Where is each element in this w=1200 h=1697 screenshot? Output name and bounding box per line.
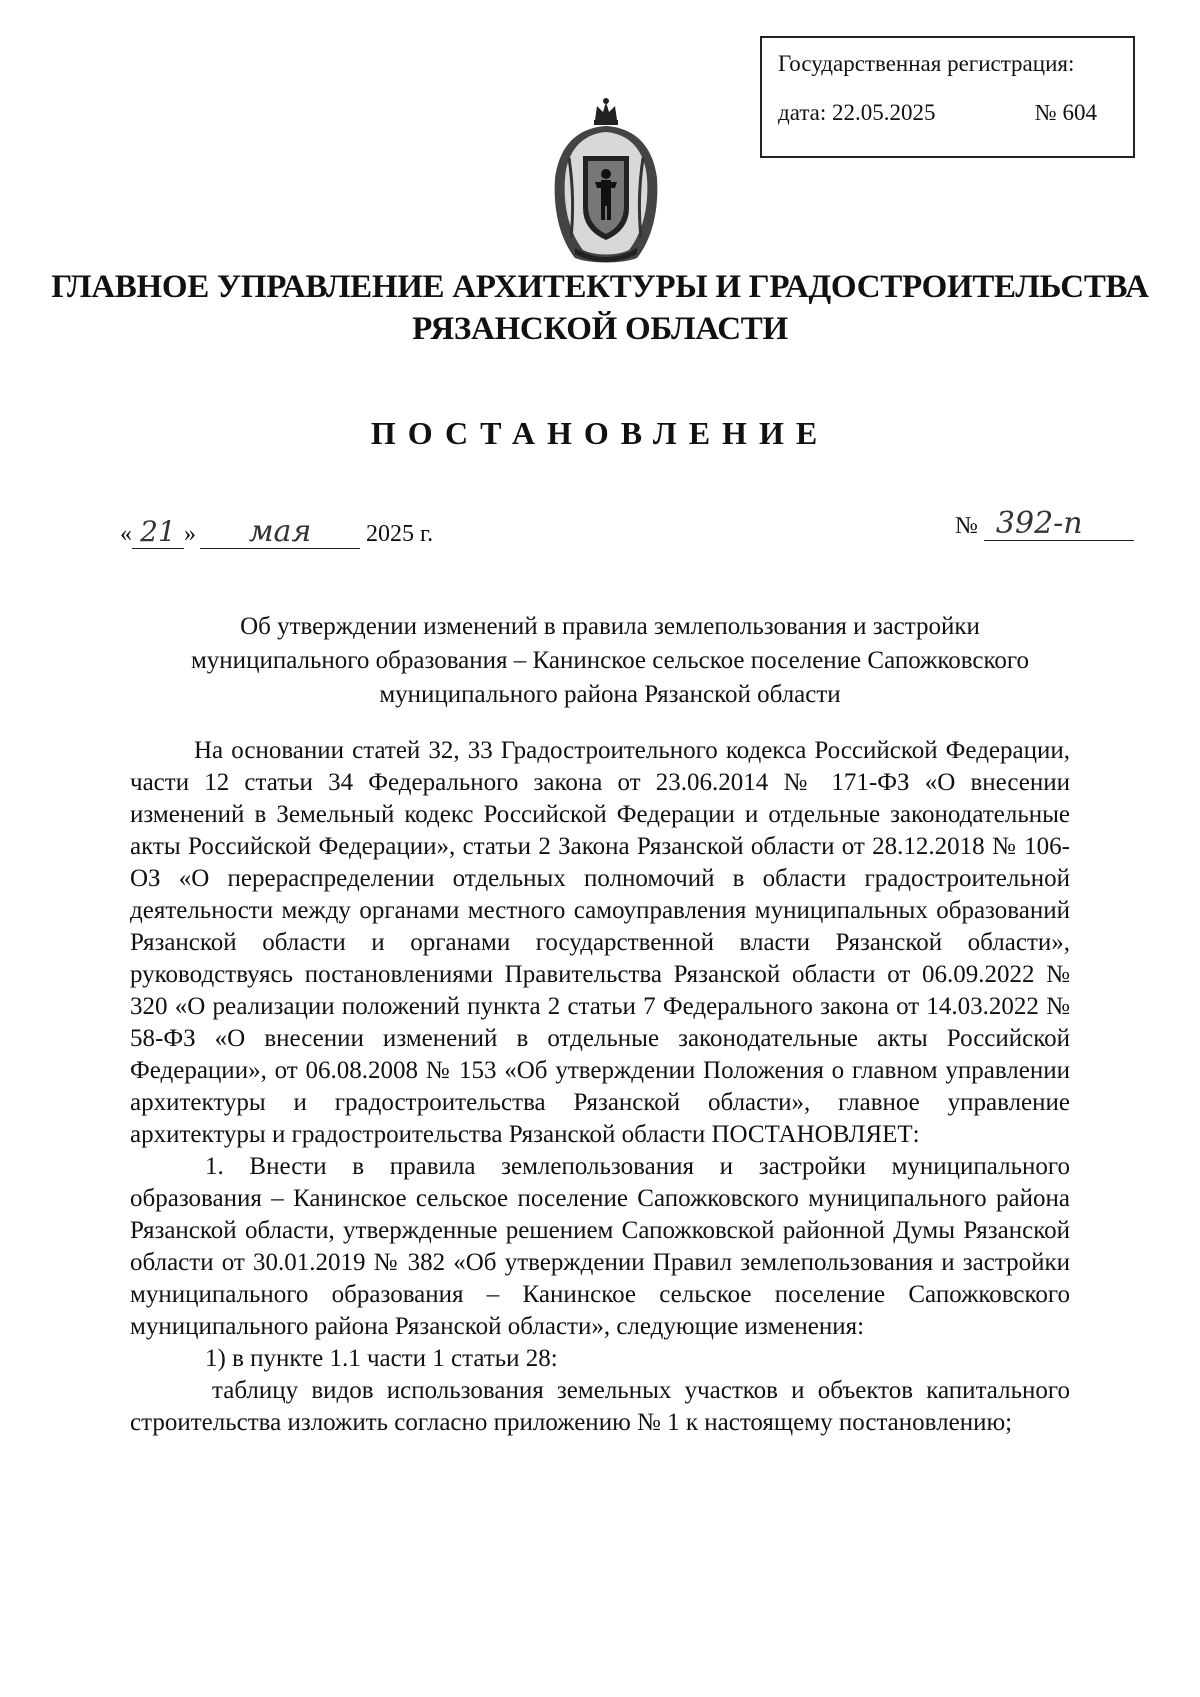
document-subject (140, 610, 1080, 712)
document-number (955, 507, 1134, 541)
registration-date: дата: 22.05.2025 (778, 100, 936, 125)
item-1-paragraph: 1. Внести в правила землепользования и застройки муниципального образования – Канинское сельское поселение Сапожковского муниципального района Рязанской области, утвержденные решением Сапожковской районной Думы Рязанской области от 30.01.2019 № 382 «Об утверждении Правил землепользования и застройки муниципального образования – Канинское сельское поселение Сапожковского муниципального района Рязанской области», следующие изменения: (130, 1153, 1070, 1340)
date-month: мая (200, 515, 360, 549)
registration-number: № 604 (1034, 100, 1097, 125)
agency-line-2: РЯЗАНСКОЙ ОБЛАСТИ (412, 311, 788, 347)
agency-line-1: ГЛАВНОЕ УПРАВЛЕНИЕ АРХИТЕКТУРЫ И ГРАДОСТРОИТЕЛЬСТВА (51, 269, 1149, 305)
subject-line-1: Об утверждении изменений в правила землепользования и застройки (240, 613, 980, 640)
date-year: 2025 г. (366, 521, 434, 547)
subject-line-2: муниципального образования – Канинское сельское поселение Сапожковского (190, 647, 1030, 674)
registration-details (778, 101, 1117, 124)
ryazan-coat-of-arms-icon (545, 98, 667, 266)
registration-title: Государственная регистрация: (778, 51, 1075, 76)
sub-item-1-text: таблицу видов использования земельных участков и объектов капитального строительства изложить согласно приложению № 1 к настоящему постановлению; (130, 1377, 1070, 1436)
document-date (120, 515, 433, 549)
document-type: ПОСТАНОВЛЕНИЕ (370, 415, 830, 451)
agency-name (0, 266, 1200, 350)
preamble-paragraph: На основании статей 32, 33 Градостроительного кодекса Российской Федерации, части 12 статьи 34 Федерального закона от 23.06.2014 № 171-ФЗ «О внесении изменений в Земельный кодекс Российской Федерации и отдельные законодательные акты Российской Федерации», статьи 2 Закона Рязанской области от 28.12.2018 № 106-ОЗ «О перераспределении отдельных полномочий в области градостроительной деятельности между органами местного самоуправления муниципальных образований Рязанской области и органами государственной власти Рязанской области», руководствуясь постановлениями Правительства Рязанской области от 06.09.2022 № 320 «О реализации положений пункта 2 статьи 7 Федерального закона от 14.03.2022 № 58-ФЗ «О внесении изменений в отдельные законодательные акты Российской Федерации», от 06.08.2008 № 153 «Об утверждении Положения о главном управлении архитектуры и градостроительства Рязанской области», главное управление архитектуры и градостроительства Рязанской области ПОСТАНОВЛЯЕТ: (130, 737, 1070, 1148)
subject-line-3: муниципального района Рязанской области (379, 681, 841, 708)
document-body (130, 735, 1070, 1439)
registration-stamp (760, 36, 1135, 158)
number-prefix: № (955, 513, 978, 539)
date-day: 21 (132, 517, 184, 549)
number-value: 392-п (984, 507, 1134, 541)
date-close-quote: » (184, 521, 196, 547)
date-open-quote: « (120, 521, 132, 547)
sub-item-1: 1) в пункте 1.1 части 1 статьи 28: (205, 1345, 558, 1372)
